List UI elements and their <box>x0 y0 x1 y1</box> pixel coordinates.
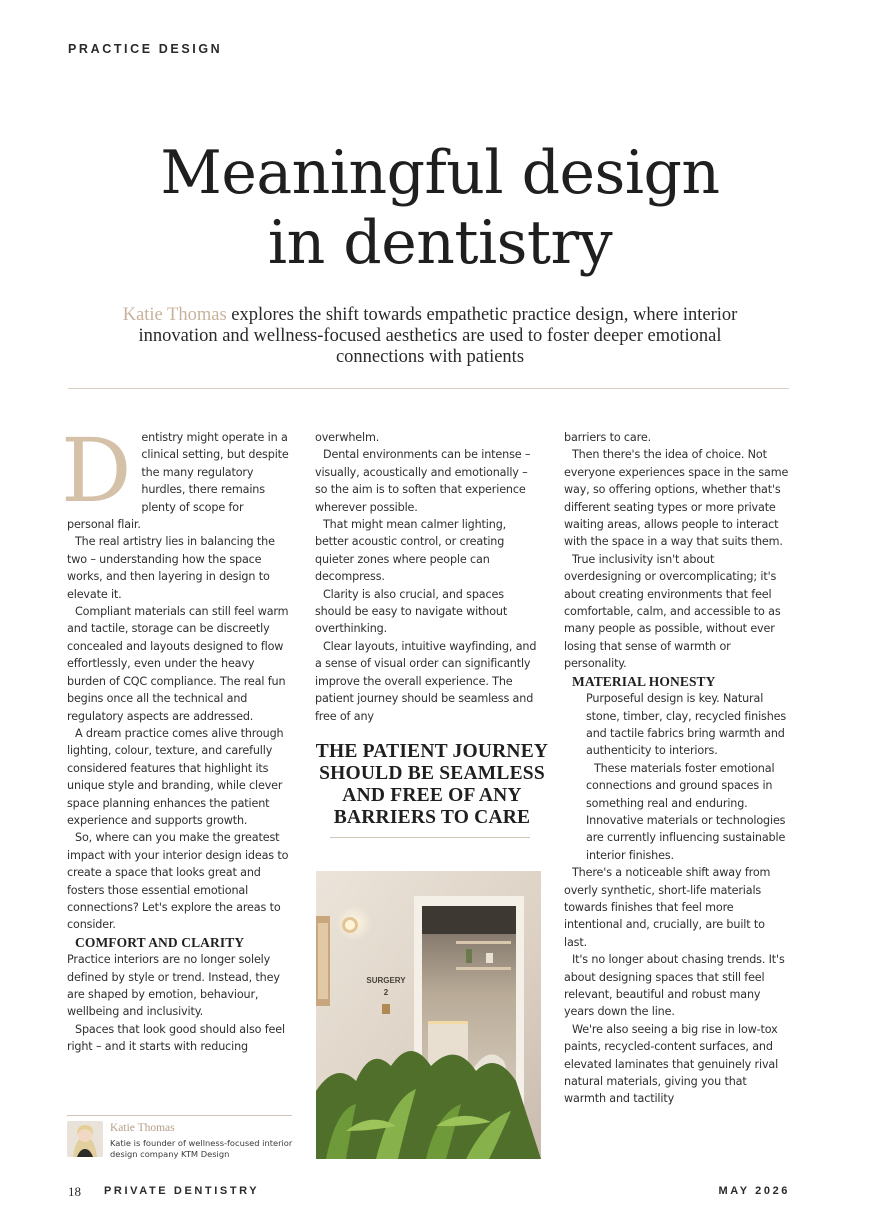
paragraph: The real artistry lies in balancing the two – understanding how the space works, and then layering in design to elevate it. <box>67 535 275 601</box>
paragraph: Spaces that look good should also feel right – and it starts with reducing <box>67 1022 285 1054</box>
paragraph: barriers to care. <box>564 431 651 444</box>
paragraph: True inclusivity isn't about overdesigning or overcomplicating; it's about creating environments that feel comfortable, calm, and accessible to as many people as possible, without ever losing that sense of warmth or personality. <box>564 552 781 671</box>
standfirst-author: Katie Thomas <box>122 305 227 325</box>
paragraph: Dental environments can be intense – visually, acoustically and emotionally – so the aim is to soften that experience wherever possible. <box>315 448 531 514</box>
paragraph: Clear layouts, intuitive wayfinding, and a sense of visual order can significantly improve the overall experience. The patient journey should be seamless and free of any <box>315 639 537 723</box>
paragraph: So, where can you make the greatest impact with your interior design ideas to create a space that looks great and fosters those essential emotional connections? Let's explore the areas to consider. <box>67 831 289 932</box>
paragraph: Clarity is also crucial, and spaces should be easy to navigate without overthinking. <box>315 587 508 636</box>
paragraph: Purposeful design is key. Natural stone, timber, clay, recycled finishes and tactile fabrics bring warmth and authenticity to interiors. <box>586 692 787 758</box>
header-divider <box>68 388 789 389</box>
door-sign-label: SURGERY <box>366 976 406 985</box>
article-title <box>0 138 880 278</box>
paragraph: Compliant materials can still feel warm and tactile, storage can be discreetly concealed and layouts designed to flow effortlessly, even under the heavy burden of CQC compliance. The real fun begins once all the technical and regulatory aspects are addressed. <box>67 605 289 723</box>
paragraph: These materials foster emotional connections and ground spaces in something real and enduring. Innovative materials or technologies are currently influencing sustainable interior finishes. <box>586 761 786 862</box>
body-column-3 <box>564 429 790 1108</box>
page-number: 18 <box>68 1184 81 1199</box>
paragraph: There's a noticeable shift away from overly synthetic, short-life materials towards finishes that feel more intentional and, crucially, are built to last. <box>564 866 771 949</box>
paragraph: We're also seeing a big rise in low-tox paints, recycled-content surfaces, and elevated laminates that genuinely rival natural materials, giving you that warmth and tactility <box>564 1022 779 1106</box>
surgery-photo <box>316 871 541 1159</box>
publication-name: PRIVATE DENTISTRY <box>104 1185 260 1197</box>
drop-cap: D <box>61 419 132 522</box>
standfirst-text: explores the shift towards empathetic practice design, where interior innovation and wellness-focused aesthetics are used to foster deeper emotional connections with patients <box>138 305 738 367</box>
paragraph: That might mean calmer lighting, better acoustic control, or creating quieter zones where people can decompress. <box>315 518 507 584</box>
paragraph: Practice interiors are no longer solely defined by style or trend. Instead, they are shaped by emotion, behaviour, wellbeing and inclusivity. <box>67 953 280 1019</box>
standfirst <box>110 305 750 368</box>
author-avatar <box>67 1121 103 1157</box>
bio-author-name: Katie Thomas <box>110 1122 175 1134</box>
body-column-1 <box>61 419 293 1056</box>
bio-divider <box>67 1115 292 1116</box>
issue-date: MAY 2026 <box>718 1185 790 1197</box>
subheading-material-honesty: MATERIAL HONESTY <box>572 673 716 689</box>
bio-text: Katie is founder of wellness-focused interior design company KTM Design <box>110 1138 293 1159</box>
paragraph: entistry might operate in a clinical setting, but despite the many regulatory hurdles, there remains plenty of scope for personal flair. <box>67 431 289 532</box>
pull-quote: THE PATIENT JOURNEY SHOULD BE SEAMLESS AND FREE OF ANY BARRIERS TO CARE <box>315 741 549 828</box>
paragraph: overwhelm. <box>315 431 380 444</box>
subheading-comfort-and-clarity: COMFORT AND CLARITY <box>75 934 245 950</box>
title-line-2: in dentistry <box>267 208 613 278</box>
door-sign-number: 2 <box>383 988 389 997</box>
pull-quote-divider <box>330 837 530 838</box>
body-column-2 <box>315 429 540 725</box>
section-label: PRACTICE DESIGN <box>68 42 223 56</box>
paragraph: It's no longer about chasing trends. It's about designing spaces that still feel relevant, beautiful and robust many years down the line. <box>564 953 785 1019</box>
paragraph: A dream practice comes alive through lighting, colour, texture, and carefully considered features that highlight its unique style and branding, while clever space planning enhances the patient experience and supports growth. <box>67 726 284 827</box>
title-line-1: Meaningful design <box>160 138 720 208</box>
paragraph: Then there's the idea of choice. Not everyone experiences space in the same way, so offering options, whether that's different seating types or more private waiting areas, allows people to interact with the space in a way that suits them. <box>564 448 789 549</box>
